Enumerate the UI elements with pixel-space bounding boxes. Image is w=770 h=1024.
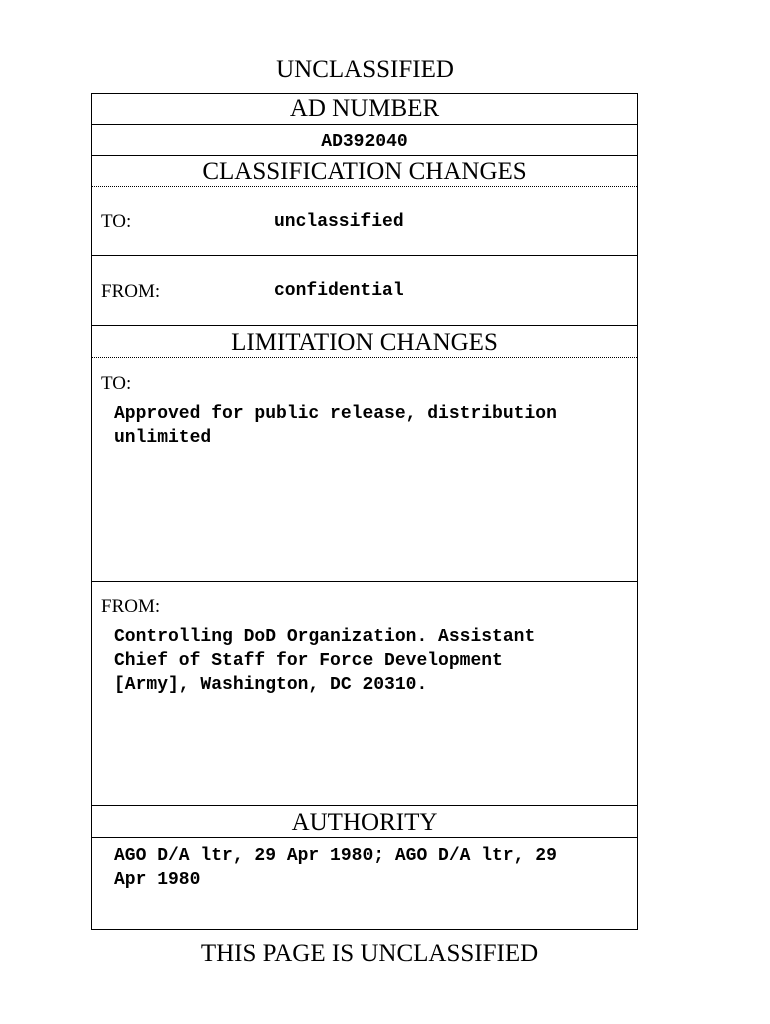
ad-number-value: AD392040 [321,132,408,152]
divider [92,325,637,326]
divider [92,805,637,806]
classification-from-value: confidential [274,281,404,301]
limitation-from-text: Controlling DoD Organization. Assistant Chief of Staff for Force Development [Army], Washington, DC 20310. [114,627,536,695]
authority-text: AGO D/A ltr, 29 Apr 1980; AGO D/A ltr, 29 Apr 1980 [114,846,557,890]
divider [92,155,637,156]
limitation-to-label: TO: [101,373,132,394]
document-form [91,93,638,930]
limitation-to-text: Approved for public release, distribution unlimited [114,404,557,448]
divider [92,357,637,358]
classification-changes-heading: CLASSIFICATION CHANGES [202,158,527,185]
classification-to-label: TO: [101,211,132,232]
classification-from-label: FROM: [101,281,161,302]
ad-number-heading: AD NUMBER [289,95,440,122]
limitation-from-label: FROM: [101,596,161,617]
top-classification-banner: UNCLASSIFIED [276,56,454,83]
divider [92,837,637,838]
bottom-classification-banner: THIS PAGE IS UNCLASSIFIED [200,940,539,967]
divider [92,124,637,125]
authority-heading: AUTHORITY [291,809,438,836]
divider [92,581,637,582]
divider [92,255,637,256]
divider [92,186,637,187]
classification-to-value: unclassified [274,212,404,232]
limitation-changes-heading: LIMITATION CHANGES [231,329,498,356]
